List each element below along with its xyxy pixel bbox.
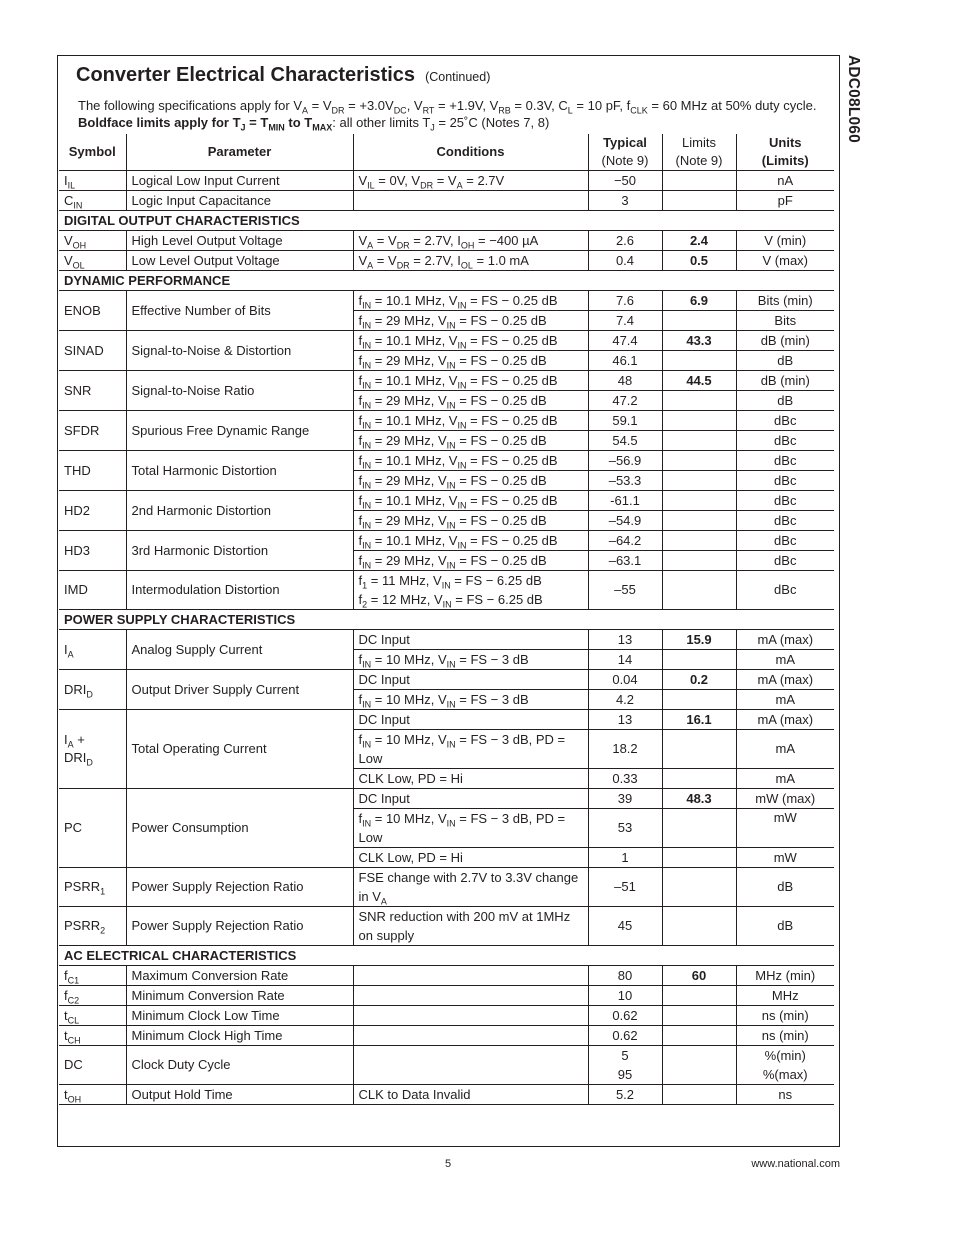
parameter-cell: Output Hold Time: [126, 1085, 353, 1105]
typical-cell: –54.9: [588, 511, 662, 531]
section-heading: DYNAMIC PERFORMANCE: [59, 271, 834, 291]
parameter-cell: Total Harmonic Distortion: [126, 451, 353, 491]
limits-cell: [662, 511, 736, 531]
symbol-cell: $PSRR_1$: [59, 868, 126, 907]
table-body: [59, 171, 834, 1105]
parameter-cell: Signal-to-Noise Ratio: [126, 371, 353, 411]
limits-cell: [662, 809, 736, 848]
typical-cell: 0.62: [588, 1026, 662, 1046]
section-heading-row: [59, 271, 834, 291]
units-cell: dBc: [736, 511, 834, 531]
section-title-text: Converter Electrical Characteristics: [76, 64, 416, 86]
typical-cell: 80: [588, 966, 662, 986]
symbol-cell: $I_A$: [59, 630, 126, 670]
conditions-cell: DC Input: [353, 670, 588, 690]
parameter-cell: Analog Supply Current: [126, 630, 353, 670]
parameter-cell: Power Supply Rejection Ratio: [126, 868, 353, 907]
conditions-cell: $f_{IN} = 10.1$ MHz, $V_{IN}$ = FS − 0.25 dB: [353, 531, 588, 551]
conditions-cell: [353, 986, 588, 1006]
symbol-cell: ENOB: [59, 291, 126, 331]
table-row: [59, 451, 834, 471]
typical-cell: 59.1: [588, 411, 662, 431]
limits-cell: [662, 769, 736, 789]
table-row: [59, 491, 834, 511]
typical-cell: 1: [588, 848, 662, 868]
parameter-cell: Logic Input Capacitance: [126, 191, 353, 211]
parameter-cell: Minimum Conversion Rate: [126, 986, 353, 1006]
typical-cell: 47.2: [588, 391, 662, 411]
conditions-cell: [353, 1026, 588, 1046]
typical-cell: 48: [588, 371, 662, 391]
conditions-cell: $f_{IN} = 10$ MHz, $V_{IN}$ = FS − 3 dB, PD = Low: [353, 809, 588, 848]
table-row: [59, 171, 834, 191]
units-cell: dB: [736, 907, 834, 946]
symbol-cell: SNR: [59, 371, 126, 411]
parameter-cell: Output Driver Supply Current: [126, 670, 353, 710]
typical-cell: 53: [588, 809, 662, 848]
limits-cell: [662, 391, 736, 411]
table-row: [59, 710, 834, 730]
typical-cell: 45: [588, 907, 662, 946]
limits-cell: 60: [662, 966, 736, 986]
conditions-cell: $f_{IN} = 10$ MHz, $V_{IN}$ = FS − 3 dB: [353, 690, 588, 710]
conditions-cell: CLK Low, PD = Hi: [353, 769, 588, 789]
symbol-cell: $PSRR_2$: [59, 907, 126, 946]
units-cell: mA (max): [736, 670, 834, 690]
header-limits-label: Limits: [682, 135, 716, 150]
symbol-cell: $t_{OH}$: [59, 1085, 126, 1105]
typical-cell: 54.5: [588, 431, 662, 451]
conditions-cell: FSE change with 2.7V to 3.3V change in $V_A$: [353, 868, 588, 907]
units-cell: %(min) %(max): [736, 1046, 834, 1085]
units-cell: mW: [736, 809, 834, 848]
section-title: [76, 64, 490, 87]
conditions-cell: $f_{IN} = 10$ MHz, $V_{IN}$ = FS − 3 dB, PD = Low: [353, 730, 588, 769]
units-cell: nA: [736, 171, 834, 191]
units-cell: dB: [736, 351, 834, 371]
symbol-cell: $I_A$ + $DRI_D$: [59, 710, 126, 789]
conditions-cell: $f_{IN} = 10$ MHz, $V_{IN}$ = FS − 3 dB: [353, 650, 588, 670]
limits-cell: [662, 411, 736, 431]
conditions-cell: CLK Low, PD = Hi: [353, 848, 588, 868]
conditions-cell: [353, 966, 588, 986]
typical-cell: –51: [588, 868, 662, 907]
conditions-cell: DC Input: [353, 710, 588, 730]
limits-cell: [662, 1006, 736, 1026]
units-cell: Bits: [736, 311, 834, 331]
limits-cell: [662, 730, 736, 769]
part-number-side-label: ADC08L060: [845, 55, 862, 143]
table-row: [59, 331, 834, 351]
limits-cell: 0.2: [662, 670, 736, 690]
limits-cell: [662, 690, 736, 710]
section-heading: DIGITAL OUTPUT CHARACTERISTICS: [59, 211, 834, 231]
parameter-cell: Logical Low Input Current: [126, 171, 353, 191]
typical-cell: –56.9: [588, 451, 662, 471]
limits-cell: [662, 907, 736, 946]
parameter-cell: 2nd Harmonic Distortion: [126, 491, 353, 531]
conditions-cell: $f_{IN} = 10.1$ MHz, $V_{IN}$ = FS − 0.25 dB: [353, 371, 588, 391]
page-number: 5: [445, 1158, 452, 1170]
header-typical-note: (Note 9): [601, 153, 649, 168]
typical-cell: 4.2: [588, 690, 662, 710]
conditions-cell: $f_{IN} = 10.1$ MHz, $V_{IN}$ = FS − 0.25 dB: [353, 291, 588, 311]
table-row: [59, 191, 834, 211]
units-cell: Bits (min): [736, 291, 834, 311]
section-heading: POWER SUPPLY CHARACTERISTICS: [59, 610, 834, 630]
parameter-cell: Effective Number of Bits: [126, 291, 353, 331]
limits-cell: 2.4: [662, 231, 736, 251]
symbol-cell: $f_{C1}$: [59, 966, 126, 986]
conditions-cell: $f_{IN} = 29$ MHz, $V_{IN}$ = FS − 0.25 dB: [353, 391, 588, 411]
limits-cell: [662, 1046, 736, 1085]
limits-cell: [662, 171, 736, 191]
units-cell: MHz (min): [736, 966, 834, 986]
parameter-cell: Clock Duty Cycle: [126, 1046, 353, 1085]
typical-cell: 7.4: [588, 311, 662, 331]
header-units-label: Units: [769, 135, 802, 150]
limits-cell: [662, 650, 736, 670]
conditions-cell: $f_{IN} = 29$ MHz, $V_{IN}$ = FS − 0.25 dB: [353, 311, 588, 331]
limits-cell: [662, 311, 736, 331]
conditions-cell: DC Input: [353, 630, 588, 650]
units-cell: mW: [736, 848, 834, 868]
units-cell: mA (max): [736, 710, 834, 730]
limits-cell: [662, 868, 736, 907]
limits-cell: [662, 431, 736, 451]
units-cell: mA: [736, 769, 834, 789]
table-row: [59, 789, 834, 809]
conditions-cell: $f_{IN} = 29$ MHz, $V_{IN}$ = FS − 0.25 dB: [353, 551, 588, 571]
units-cell: pF: [736, 191, 834, 211]
parameter-cell: Minimum Clock Low Time: [126, 1006, 353, 1026]
footer-url: www.national.com: [751, 1158, 840, 1170]
typical-cell: 47.4: [588, 331, 662, 351]
conditions-cell: $V_A = V_{DR} = 2.7V$, $I_{OL} = 1.0$ mA: [353, 251, 588, 271]
units-cell: dBc: [736, 531, 834, 551]
units-cell: dBc: [736, 491, 834, 511]
limits-cell: 15.9: [662, 630, 736, 650]
units-cell: mA: [736, 690, 834, 710]
symbol-cell: HD2: [59, 491, 126, 531]
limits-cell: [662, 571, 736, 610]
table-row: [59, 251, 834, 271]
units-cell: mA: [736, 650, 834, 670]
conditions-cell: [353, 1046, 588, 1085]
typical-cell: –55: [588, 571, 662, 610]
header-typical: [588, 134, 662, 171]
limits-cell: 48.3: [662, 789, 736, 809]
conditions-cell: $V_A = V_{DR} = 2.7V$, $I_{OH} = -400$ µA: [353, 231, 588, 251]
symbol-cell: $I_{IL}$: [59, 171, 126, 191]
symbol-cell: HD3: [59, 531, 126, 571]
table-row: [59, 986, 834, 1006]
parameter-cell: Maximum Conversion Rate: [126, 966, 353, 986]
conditions-cell: CLK to Data Invalid: [353, 1085, 588, 1105]
units-cell: dB: [736, 868, 834, 907]
conditions-cell: $f_{IN} = 29$ MHz, $V_{IN}$ = FS − 0.25 dB: [353, 351, 588, 371]
typical-cell: 7.6: [588, 291, 662, 311]
parameter-cell: 3rd Harmonic Distortion: [126, 531, 353, 571]
table-row: [59, 670, 834, 690]
typical-cell: 5 95: [588, 1046, 662, 1085]
table-row: [59, 571, 834, 610]
parameter-cell: Minimum Clock High Time: [126, 1026, 353, 1046]
typical-cell: 2.6: [588, 231, 662, 251]
table-row: [59, 907, 834, 946]
table-row: [59, 966, 834, 986]
parameter-cell: Signal-to-Noise & Distortion: [126, 331, 353, 371]
conditions-cell: [353, 191, 588, 211]
units-cell: dBc: [736, 551, 834, 571]
conditions-intro-paragraph: The following specifications apply for $V_A = V_{DR} = +3.0V_{DC}$, $V_{RT} = +1.9V$, $V_{RB} = 0.3V$, $C_L = 10$ pF, $f_{CLK} = 60$ MHz at 50% duty cycle. Boldface limits apply for $T_J = T_{MIN}$ to $T_{MAX}$: all other limits $T_J$ = 25˚C (Notes 7, 8): [78, 98, 817, 133]
header-units-note: (Limits): [761, 153, 809, 168]
conditions-cell: $f_{IN} = 10.1$ MHz, $V_{IN}$ = FS − 0.25 dB: [353, 491, 588, 511]
table-row: [59, 531, 834, 551]
section-heading-row: [59, 610, 834, 630]
symbol-cell: IMD: [59, 571, 126, 610]
limits-cell: [662, 1026, 736, 1046]
typical-cell: 46.1: [588, 351, 662, 371]
parameter-cell: Power Supply Rejection Ratio: [126, 907, 353, 946]
table-row: [59, 411, 834, 431]
limits-cell: [662, 551, 736, 571]
limits-cell: [662, 531, 736, 551]
symbol-cell: $V_{OH}$: [59, 231, 126, 251]
conditions-cell: [353, 1006, 588, 1026]
typical-cell: 5.2: [588, 1085, 662, 1105]
limits-cell: 6.9: [662, 291, 736, 311]
header-symbol: Symbol: [59, 134, 126, 171]
typical-cell: 0.62: [588, 1006, 662, 1026]
conditions-cell: $f_{IN} = 10.1$ MHz, $V_{IN}$ = FS − 0.25 dB: [353, 331, 588, 351]
parameter-cell: High Level Output Voltage: [126, 231, 353, 251]
typical-cell: 13: [588, 630, 662, 650]
conditions-cell: $f_{IN} = 29$ MHz, $V_{IN}$ = FS − 0.25 dB: [353, 511, 588, 531]
conditions-cell: $f_{IN} = 29$ MHz, $V_{IN}$ = FS − 0.25 dB: [353, 431, 588, 451]
units-cell: dBc: [736, 471, 834, 491]
typical-cell: 0.04: [588, 670, 662, 690]
units-cell: dBc: [736, 571, 834, 610]
limits-cell: 44.5: [662, 371, 736, 391]
conditions-cell: SNR reduction with 200 mV at 1MHz on supply: [353, 907, 588, 946]
symbol-cell: $V_{OL}$: [59, 251, 126, 271]
header-conditions: Conditions: [353, 134, 588, 171]
limits-cell: [662, 191, 736, 211]
limits-cell: 16.1: [662, 710, 736, 730]
symbol-cell: THD: [59, 451, 126, 491]
conditions-cell: $f_{IN} = 29$ MHz, $V_{IN}$ = FS − 0.25 dB: [353, 471, 588, 491]
header-limits: [662, 134, 736, 171]
units-cell: dB: [736, 391, 834, 411]
typical-cell: 0.33: [588, 769, 662, 789]
limits-cell: [662, 986, 736, 1006]
conditions-cell: $V_{IL} = 0V$, $V_{DR} = V_A = 2.7V$: [353, 171, 588, 191]
limits-cell: [662, 471, 736, 491]
parameter-cell: Spurious Free Dynamic Range: [126, 411, 353, 451]
symbol-cell: $t_{CH}$: [59, 1026, 126, 1046]
limits-cell: [662, 451, 736, 471]
table-row: [59, 291, 834, 311]
typical-cell: –64.2: [588, 531, 662, 551]
section-heading-row: [59, 211, 834, 231]
table-row: [59, 1046, 834, 1085]
limits-cell: [662, 1085, 736, 1105]
typical-cell: −50: [588, 171, 662, 191]
units-cell: mA (max): [736, 630, 834, 650]
limits-cell: 0.5: [662, 251, 736, 271]
symbol-cell: SFDR: [59, 411, 126, 451]
units-cell: ns: [736, 1085, 834, 1105]
units-cell: dBc: [736, 451, 834, 471]
table-row: [59, 231, 834, 251]
typical-cell: 39: [588, 789, 662, 809]
units-cell: dB (min): [736, 331, 834, 351]
typical-cell: 14: [588, 650, 662, 670]
symbol-cell: $DRI_D$: [59, 670, 126, 710]
table-row: [59, 1085, 834, 1105]
units-cell: V (min): [736, 231, 834, 251]
typical-cell: 18.2: [588, 730, 662, 769]
units-cell: mA: [736, 730, 834, 769]
typical-cell: 10: [588, 986, 662, 1006]
typical-cell: -61.1: [588, 491, 662, 511]
header-units: [736, 134, 834, 171]
units-cell: V (max): [736, 251, 834, 271]
units-cell: ns (min): [736, 1006, 834, 1026]
title-continued-note: (Continued): [425, 70, 491, 84]
units-cell: dBc: [736, 431, 834, 451]
conditions-cell: DC Input: [353, 789, 588, 809]
symbol-cell: $f_{C2}$: [59, 986, 126, 1006]
limits-cell: 43.3: [662, 331, 736, 351]
symbol-cell: $C_{IN}$: [59, 191, 126, 211]
electrical-characteristics-table: [59, 134, 834, 1105]
limits-cell: [662, 848, 736, 868]
units-cell: dB (min): [736, 371, 834, 391]
table-row: [59, 630, 834, 650]
parameter-cell: Intermodulation Distortion: [126, 571, 353, 610]
table-header-row: [59, 134, 834, 171]
typical-cell: 13: [588, 710, 662, 730]
typical-cell: –53.3: [588, 471, 662, 491]
header-limits-note: (Note 9): [675, 153, 723, 168]
conditions-cell: $f_{IN} = 10.1$ MHz, $V_{IN}$ = FS − 0.25 dB: [353, 451, 588, 471]
symbol-cell: PC: [59, 789, 126, 868]
limits-cell: [662, 351, 736, 371]
limits-cell: [662, 491, 736, 511]
typical-cell: –63.1: [588, 551, 662, 571]
parameter-cell: Total Operating Current: [126, 710, 353, 789]
symbol-cell: DC: [59, 1046, 126, 1085]
header-typical-label: Typical: [603, 135, 647, 150]
conditions-cell: $f_1 = 11$ MHz, $V_{IN}$ = FS − 6.25 dB $f_2 = 12$ MHz, $V_{IN}$ = FS − 6.25 dB: [353, 571, 588, 610]
table-row: [59, 371, 834, 391]
table-row: [59, 1026, 834, 1046]
header-parameter: Parameter: [126, 134, 353, 171]
parameter-cell: Power Consumption: [126, 789, 353, 868]
section-heading-row: [59, 946, 834, 966]
units-cell: mW (max): [736, 789, 834, 809]
symbol-cell: $t_{CL}$: [59, 1006, 126, 1026]
units-cell: dBc: [736, 411, 834, 431]
units-cell: ns (min): [736, 1026, 834, 1046]
table-row: [59, 1006, 834, 1026]
table-row: [59, 868, 834, 907]
typical-cell: 0.4: [588, 251, 662, 271]
parameter-cell: Low Level Output Voltage: [126, 251, 353, 271]
conditions-cell: $f_{IN} = 10.1$ MHz, $V_{IN}$ = FS − 0.25 dB: [353, 411, 588, 431]
section-heading: AC ELECTRICAL CHARACTERISTICS: [59, 946, 834, 966]
typical-cell: 3: [588, 191, 662, 211]
symbol-cell: SINAD: [59, 331, 126, 371]
units-cell: MHz: [736, 986, 834, 1006]
